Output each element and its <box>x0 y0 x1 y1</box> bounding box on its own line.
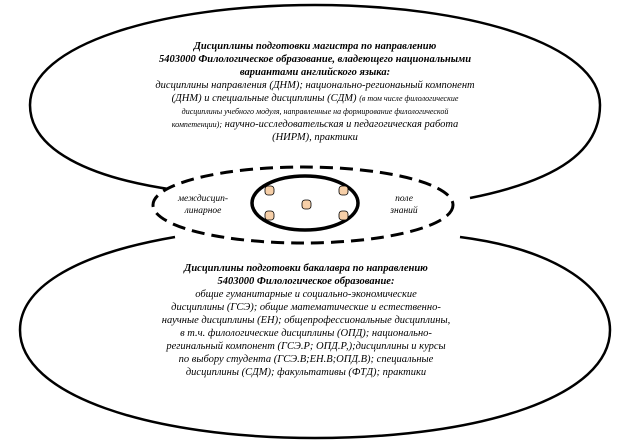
knowledge-node <box>339 211 348 220</box>
master-body-small-line: дисциплины учебного модуля, направленные на формирование филологической <box>181 107 449 116</box>
knowledge-node <box>265 186 274 195</box>
master-body-small: (в том числе филологические <box>359 94 459 103</box>
master-body-line <box>95 118 535 131</box>
bachelor-body-line: в т.ч. филологические дисциплины (ОПД); национально- <box>180 328 432 339</box>
master-body-line: (НИРМ), практики <box>272 132 358 143</box>
master-title-line: вариантами английского языка: <box>239 67 391 78</box>
bachelor-title-line: Дисциплины подготовки бакалавра по направлению <box>184 263 428 274</box>
master-body-text: научно-исследовательская и педагогическая работа <box>224 119 459 130</box>
bachelor-disciplines-text <box>96 262 516 379</box>
bachelor-body-line: регинальный компонент (ГСЭ.Р; ОПД.Р,);дисциплины и курсы <box>166 341 446 352</box>
bachelor-body-line: дисциплины (ГСЭ); общие математические и естественно- <box>171 302 441 313</box>
label-line: линарное <box>184 206 222 216</box>
master-body-line <box>95 92 535 105</box>
bachelor-title-line: 5403000 Филологическое образование: <box>217 276 395 287</box>
master-body-small: компетенции); <box>171 120 222 129</box>
label-line: знаний <box>390 206 418 216</box>
knowledge-node <box>339 186 348 195</box>
knowledge-field-label <box>384 193 424 217</box>
master-body-line: дисциплины направления (ДНМ); национально-регионаьный компонент <box>155 80 475 91</box>
bachelor-body-line: по выбору студента (ГСЭ.В;ЕН.В;ОПД.В); специальные <box>178 354 434 365</box>
knowledge-node <box>265 211 274 220</box>
master-title-line: 5403000 Филологическое образование, владеющего национальными <box>158 54 472 65</box>
master-title-line: Дисциплины подготовки магистра по направлению <box>193 41 437 52</box>
label-line: поле <box>395 194 413 204</box>
knowledge-node <box>302 200 311 209</box>
master-body-text: (ДНМ) и специальные дисциплины (СДМ) <box>171 93 357 104</box>
label-line: междисцип- <box>177 194 229 204</box>
bachelor-body-line: дисциплины (СДМ); факультативы (ФТД); практики <box>185 367 427 378</box>
master-disciplines-text <box>95 40 535 144</box>
bachelor-body-line: научные дисциплины (ЕН); общепрофессиональные дисциплины, <box>161 315 451 326</box>
interdisciplinary-label <box>168 193 238 217</box>
bachelor-body-line: общие гуманитарные и социально-экономические <box>195 289 417 300</box>
